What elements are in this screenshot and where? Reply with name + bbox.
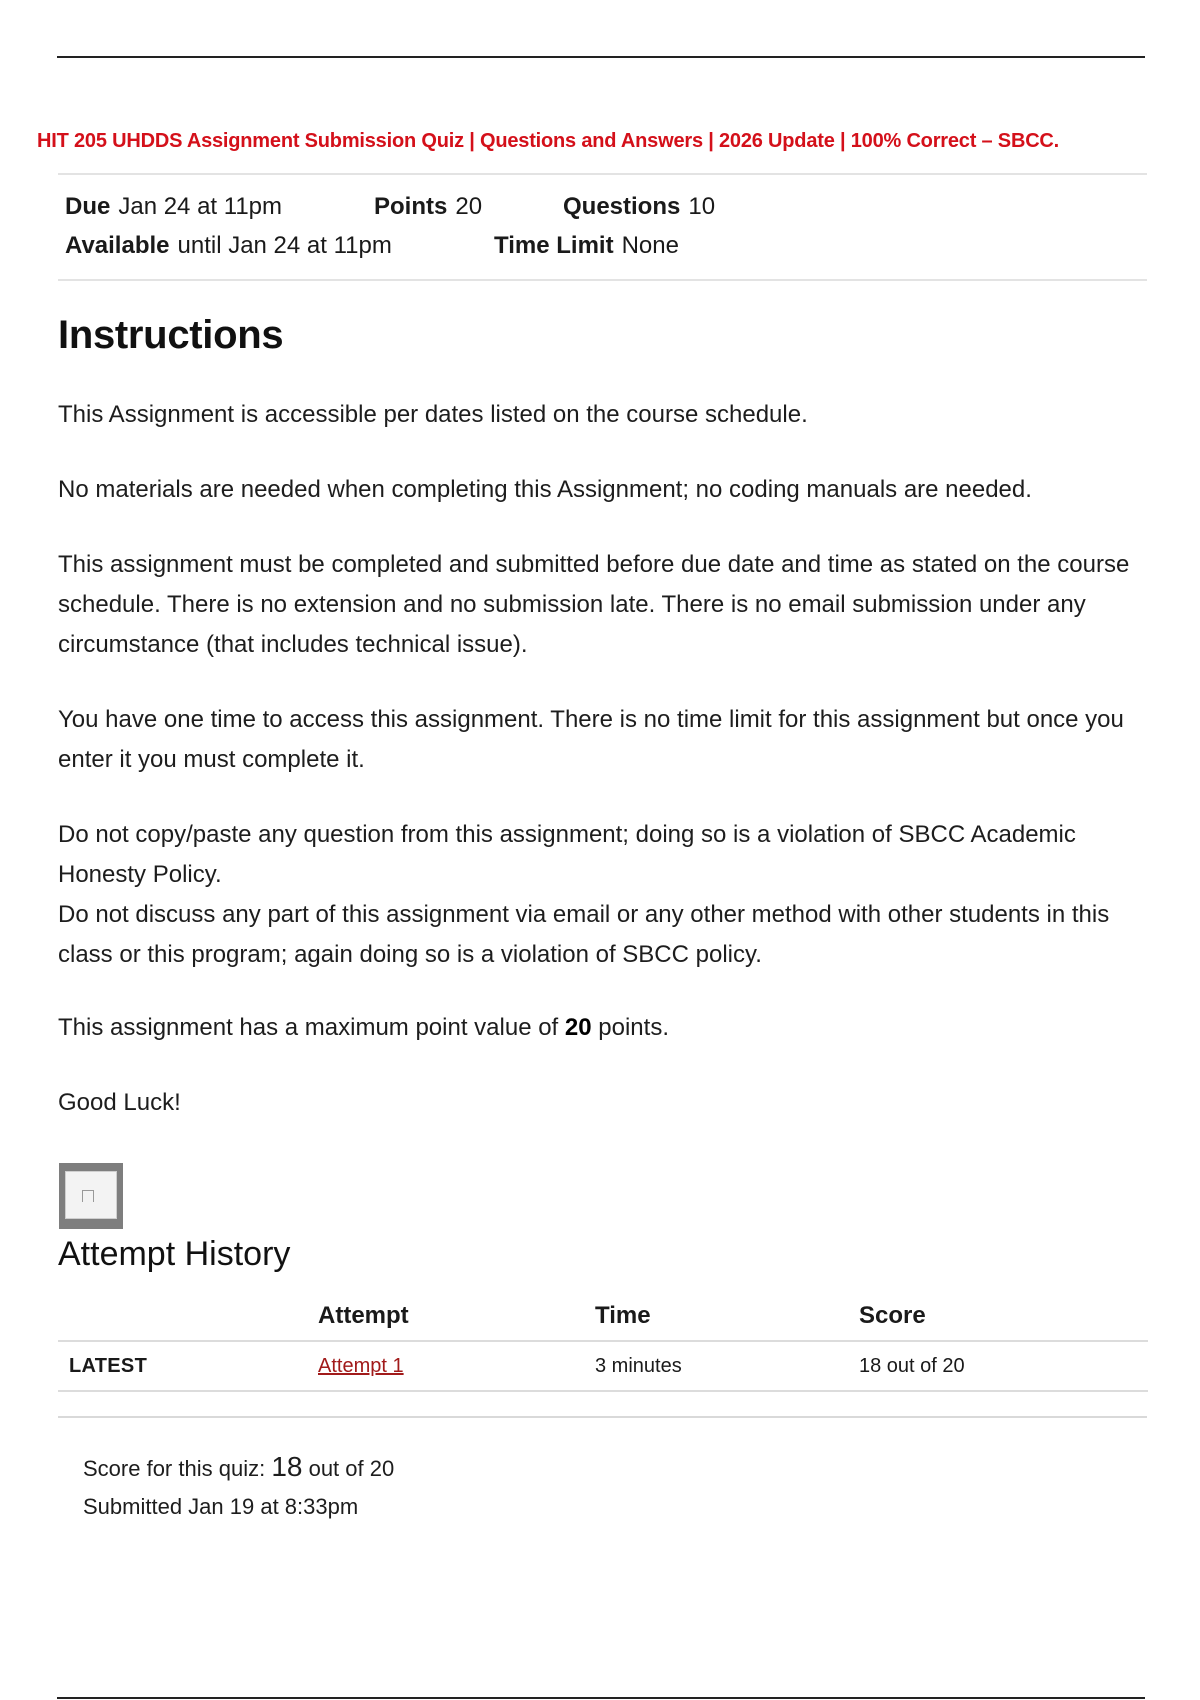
column-header-attempt: Attempt <box>318 1296 595 1341</box>
divider <box>58 1416 1147 1418</box>
broken-image-icon <box>59 1163 123 1229</box>
column-header-score: Score <box>859 1296 1148 1341</box>
score-line <box>83 1448 394 1488</box>
due-info <box>65 193 282 221</box>
available-value: until Jan 24 at 11pm <box>177 232 392 259</box>
instruction-paragraph: This assignment must be completed and submitted before due date and time as stated on the course schedule. There is no extension and no submission late. There is no email submission under any circumstance (that includes technical issue). <box>58 551 1130 658</box>
due-value: Jan 24 at 11pm <box>118 193 283 220</box>
points-info <box>374 193 482 221</box>
max-points-paragraph <box>58 1008 1158 1048</box>
document-title: HIT 205 UHDDS Assignment Submission Quiz | Questions and Answers | 2026 Update | 100% Correct – SBCC. <box>37 130 1060 152</box>
instruction-paragraph: No materials are needed when completing this Assignment; no coding manuals are needed. <box>58 476 1032 503</box>
column-header-blank <box>58 1296 318 1341</box>
attempt-history-table <box>58 1296 1148 1392</box>
attempt-1-link[interactable]: Attempt 1 <box>318 1354 404 1377</box>
attempt-cell <box>318 1341 595 1391</box>
questions-value: 10 <box>688 193 716 220</box>
top-rule <box>57 56 1145 58</box>
max-points-suffix: points. <box>591 1014 669 1041</box>
instruction-line: Do not copy/paste any question from this assignment; doing so is a violation of SBCC Academic Honesty Policy. <box>58 821 1076 888</box>
instructions-heading: Instructions <box>58 313 284 357</box>
score-prefix: Score for this quiz: <box>83 1456 272 1481</box>
score-suffix: out of 20 <box>302 1456 395 1481</box>
time-cell: 3 minutes <box>595 1341 859 1391</box>
points-value: 20 <box>455 193 483 220</box>
due-label: Due <box>65 193 111 220</box>
latest-label: LATEST <box>58 1341 318 1391</box>
available-info <box>65 232 392 260</box>
available-label: Available <box>65 232 170 259</box>
submitted-text: Submitted Jan 19 at 8:33pm <box>83 1494 359 1519</box>
table-row <box>58 1341 1148 1391</box>
table-header-row <box>58 1296 1148 1341</box>
score-value: 18 <box>271 1451 303 1482</box>
max-points-value: 20 <box>564 1014 592 1041</box>
good-luck-text: Good Luck! <box>58 1089 181 1116</box>
instructions-section <box>58 313 1158 358</box>
honesty-policy-paragraph <box>58 815 1158 975</box>
questions-label: Questions <box>563 193 681 220</box>
points-label: Points <box>374 193 448 220</box>
questions-info <box>563 193 715 221</box>
column-header-time: Time <box>595 1296 859 1341</box>
instruction-paragraph: You have one time to access this assignment. There is no time limit for this assignment but once you enter it you must complete it. <box>58 706 1124 773</box>
divider <box>58 173 1147 175</box>
score-summary <box>83 1448 394 1526</box>
time-limit-value: None <box>621 232 679 259</box>
time-limit-info <box>494 232 679 260</box>
score-cell: 18 out of 20 <box>859 1341 1148 1391</box>
max-points-prefix: This assignment has a maximum point value of <box>58 1014 565 1041</box>
attempt-history-title: Attempt History <box>58 1235 291 1273</box>
bottom-rule <box>57 1697 1145 1699</box>
time-limit-label: Time Limit <box>494 232 614 259</box>
instruction-line: Do not discuss any part of this assignment via email or any other method with other students in this class or this program; again doing so is a violation of SBCC policy. <box>58 901 1110 968</box>
divider <box>58 279 1147 281</box>
instruction-paragraph: This Assignment is accessible per dates listed on the course schedule. <box>58 401 808 428</box>
